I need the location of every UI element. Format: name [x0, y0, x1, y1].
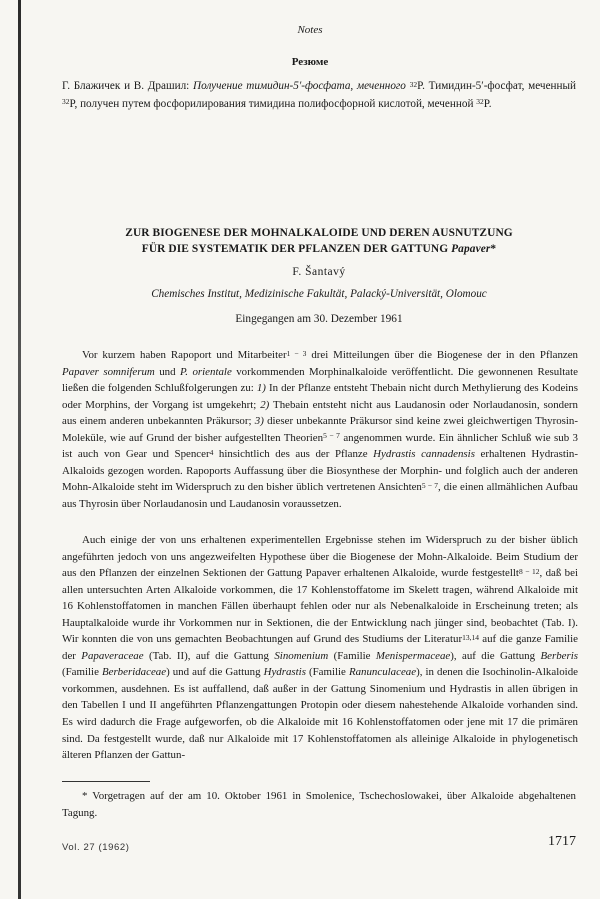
resume-authors: Г. Блажичек и В. Драшил: [62, 80, 190, 92]
title-genus: Papaver [451, 243, 491, 255]
resume-sentence: P. [483, 97, 492, 110]
superscript: 32 [62, 97, 70, 107]
superscript: 32 [409, 79, 418, 89]
resume-sentence: P, получен путем фосфорилирования тимидина полифосфорной кислотой, меченной [69, 97, 474, 110]
citation: 8 − 12 [518, 566, 540, 576]
superscript: 32 [476, 97, 484, 107]
scan-edge [18, 0, 21, 899]
footnote-divider [62, 781, 150, 782]
citation: 1 − 3 [286, 348, 307, 358]
paragraph-1: Vor kurzem haben Rapoport und Mitarbeiter$^{1 - 3}$ drei Mitteilungen über die Biogenese der in den Pflanzen Papaver somniferum und P. orientale vorkommenden Morphinalkaloide veröffentlicht. Die gewonnenen Resultate ließen die folgenden Schlußfolgerungen zu: 1) In der Pflanze entsteht Thebain nicht durch Methylierung des Kodeins oder Morphins, der Vorgang ist umgekehrt; 2) Thebain entsteht nicht aus Laudanosin oder Norlaudanosin, sondern aus einem anderen unbekannten Präkursor; 3) dieser unbekannte Präkursor sind keine zwei gleichwertigen Thyrosin-Moleküle, wie auf Grund der bisher aufgestellten Theorien$^{5 - 7}$ angenommen wurde. Ein ähnlicher Schluß wie sub 3 ist auch von Gear und Spencer$^4$ hinsichtlich des aus der Pflanze Hydrastis cannadensis erhaltenen Hydrastin-Alkaloids gezogen worden. Rapoports Auffassung über die Biosynthese der Morphin- und folglich auch der anderen Mohn-Alkaloide steht im Widerspruch zu den bisher üblich vertretenen Ansichten$^{5 - 7}$, die einen allmählichen Aufbau aus Thyrosin über Norlaudanosin und Laudanosin voraussetzen. [62, 348, 579, 510]
article-title [62, 225, 576, 257]
footnote: * Vorgetragen auf der am 10. Oktober 1961 in Smolenice, Tschechoslowakei, über Alkaloide abgehaltenen Tagung. [62, 790, 576, 819]
title-line: FÜR DIE SYSTEMATIK DER PFLANZEN DER GATTUNG [141, 243, 449, 255]
citation: 13,14 [462, 633, 479, 643]
page-number: 1717 [548, 834, 576, 849]
resume-sentence: P. Тимидин-5′-фосфат, меченный [417, 80, 577, 92]
citation: 5 − 7 [323, 431, 340, 441]
title-line: ZUR BIOGENESE DER MOHNALKALOIDE UND DEREN AUSNUTZUNG [125, 227, 513, 239]
paragraph-2: Auch einige der von uns erhaltenen experimentellen Ergebnisse stehen im Widerspruch zu der bisher üblich angeführten jedoch von uns angezweifelten Hypothese über die Biogenese der Mohn-Alkaloide. Beim Studium der aus den Pflanzen der einzelnen Sektionen der Gattung Papaver erhaltenen Alkaloide, wurde festgestellt$^{8 - 12}$, daß bei allen untersuchten Arten Alkaloide vorkommen, die 17 Kohlenstoffatome im Skelett tragen, während Alkaloide mit 16 Kohlenstoffatomen in manchen Fällen überhaupt fehlen oder nur als Nebenalkaloide in Erscheinung treten; als Hauptalkaloide wurde ihr Vorkommen nur in Sektionen, die der Entwicklung nach jünger sind, beobachtet (Tab. I). Wir konnten die von uns gemachten Beobachtungen auf Grund des Studiums der Literatur$^{13,14}$ auf die ganze Familie der Papaveraceae (Tab. II), auf die Gattung Sinomenium (Familie Menispermaceae), auf die Gattung Berberis (Familie Berberidaceae) und auf die Gattung Hydrastis (Familie Ranunculaceae), in denen die Isochinolin-Alkaloide vorkommen, ausdehnen. Es ist auffallend, daß außer in der Gattung Sinomenium und Hydrastis in allen übrigen in den Tabellen I und II angeführten Pflanzengattungen Protopin oder diesem nahestehende Alkaloide vorhanden sind. Es wird dadurch die Frage aufgeworfen, ob die Alkaloide mit 16 Kohlenstoffatomen oder jene mit 17 die primären sind. Da festgestellt wurde, daß nur Alkaloide mit 17 Kohlenstoffatomen als alleinige Alkaloide in phylogenetisch älteren Pflanzen der Gattun- [62, 534, 578, 762]
citation: 5 − 7 [421, 481, 438, 491]
footnote-mark: * [490, 243, 497, 255]
article-affiliation: Chemisches Institut, Medizinische Fakultät, Palacký-Universität, Olomouc [151, 288, 487, 300]
running-head: Notes [297, 24, 323, 36]
citation: 4 [209, 448, 214, 458]
resume-paper-title: Получение тимидин-5′-фосфата, меченного [193, 80, 406, 92]
received-date: Eingegangen am 30. Dezember 1961 [235, 313, 403, 325]
article-author: F. Šantavý [292, 266, 346, 278]
resume-text [62, 78, 576, 113]
resume-title: Резюме [291, 56, 329, 68]
journal-volume: Vol. 27 (1962) [62, 842, 130, 853]
